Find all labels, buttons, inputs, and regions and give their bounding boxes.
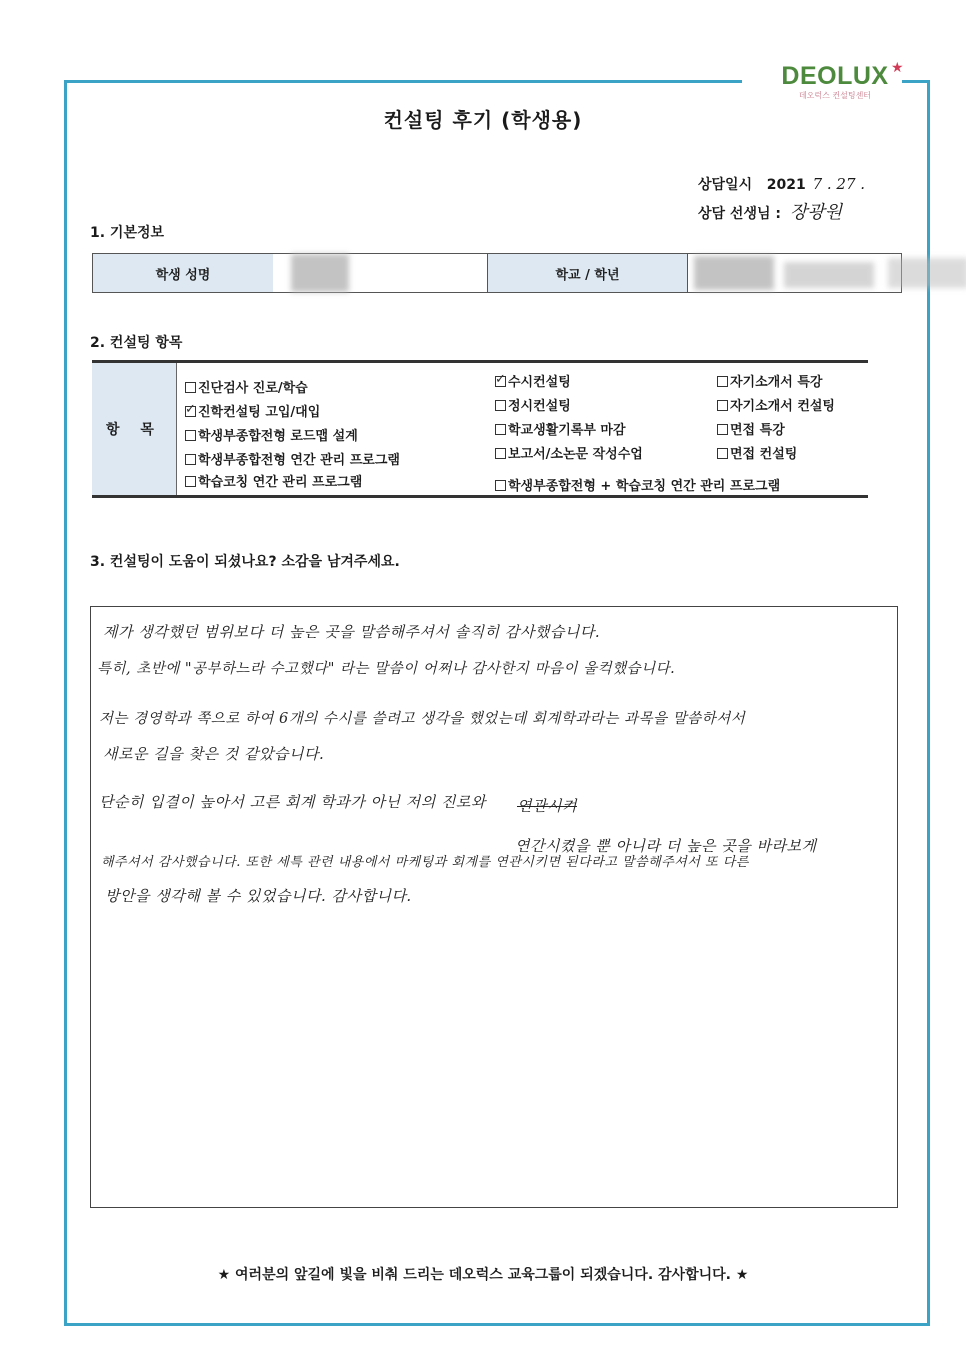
option-regular-admission[interactable]: 정시컨설팅 [495,395,571,414]
teacher-handwritten: 장광원 [789,202,843,223]
student-name-label: 학생 성명 [93,254,273,292]
review-line: 연간시켰을 뿐 아니라 더 높은 곳을 바라보게 [515,837,817,855]
option-diagnosis[interactable]: 진단검사 진로/학습 [185,377,308,396]
checkbox-icon[interactable] [185,382,196,393]
student-name-value [273,254,488,292]
items-row-label: 항 목 [92,363,176,495]
redacted-school-2 [784,262,874,288]
checkbox-icon[interactable] [717,376,728,387]
deolux-logo [760,62,910,101]
date-handwritten: 7 . 27 . [812,175,866,193]
items-options [176,363,868,495]
option-roadmap[interactable]: 학생부종합전형 로드맵 설계 [185,425,358,444]
logo-text: DEOLUX [781,62,889,90]
option-early-admission[interactable]: ✓수시컨설팅 [495,371,571,390]
review-line: 단순히 입결이 높아서 고른 회계 학과가 아닌 저의 진로와 [99,793,486,811]
checkbox-icon[interactable] [185,430,196,441]
checkbox-icon[interactable] [717,424,728,435]
section2-title: 2. 컨설팅 항목 [90,335,183,351]
checkbox-icon[interactable] [495,448,506,459]
redacted-grade [888,258,966,288]
checkbox-icon[interactable] [495,400,506,411]
checkbox-icon[interactable] [185,476,196,487]
review-comment-box[interactable] [90,606,898,1208]
checkbox-icon[interactable] [495,480,506,491]
option-interview-lecture[interactable]: 면접 특강 [717,419,785,438]
review-line: 제가 생각했던 범위보다 더 높은 곳을 말씀해주셔서 솔직히 감사했습니다. [103,623,601,641]
checkbox-checked-icon[interactable] [185,406,196,417]
date-label: 상담일시 [698,177,753,193]
option-study-coaching[interactable]: 학습코칭 연간 관리 프로그램 [185,471,362,490]
option-annual-program[interactable]: 학생부종합전형 연간 관리 프로그램 [185,449,400,468]
school-grade-label: 학교 / 학년 [488,254,688,292]
logo-star-icon: ★ [891,60,904,76]
option-school-record[interactable]: 학교생활기록부 마감 [495,419,626,438]
review-line-struck: 연관시켜 [517,797,577,815]
checkbox-icon[interactable] [185,454,196,465]
consult-date [698,174,865,194]
logo-subtitle: 데오럭스 컨설팅센터 [798,91,872,100]
footer-message: ★ 여러분의 앞길에 빛을 비춰 드리는 데오럭스 교육그룹이 되겠습니다. 감사합니다. ★ [217,1267,749,1283]
checkbox-checked-icon[interactable] [495,376,506,387]
option-interview-consulting[interactable]: 면접 컨설팅 [717,443,797,462]
document-title: 컨설팅 후기 (학생용) [383,108,583,132]
review-line: 해주셔서 감사했습니다. 또한 세특 관련 내용에서 마케팅과 회계를 연관시키면 된다라고 말씀해주셔서 또 다른 [101,855,749,870]
option-essay-lecture[interactable]: 자기소개서 특강 [717,371,822,390]
checkbox-icon[interactable] [717,400,728,411]
basic-info-table [92,253,902,293]
section3-title: 3. 컨설팅이 도움이 되셨나요? 소감을 남겨주세요. [90,554,400,570]
redacted-name [291,254,349,292]
review-line: 특히, 초반에 "공부하느라 수고했다" 라는 말씀이 어쩌나 감사한지 마음이 울컥했습니다. [97,661,676,677]
checkbox-icon[interactable] [495,424,506,435]
option-report-class[interactable]: 보고서/소논문 작성수업 [495,443,643,462]
review-line: 새로운 길을 찾은 것 같았습니다. [103,745,325,763]
section1-title: 1. 기본정보 [90,225,165,241]
option-combined-program[interactable]: 학생부종합전형 + 학습코칭 연간 관리 프로그램 [495,475,780,494]
redacted-school [694,256,774,290]
consult-teacher [698,198,842,224]
option-essay-consulting[interactable]: 자기소개서 컨설팅 [717,395,835,414]
checkbox-icon[interactable] [717,448,728,459]
review-line: 방안을 생각해 볼 수 있었습니다. 감사합니다. [105,887,412,905]
review-line: 저는 경영학과 쪽으로 하여 6개의 수시를 쓸려고 생각을 했었는데 회계학과라는 과목을 말씀하셔서 [99,711,746,727]
school-grade-value [688,254,901,292]
date-year: 2021 [766,177,806,193]
teacher-label: 상담 선생님 : [698,206,781,222]
option-admission-consulting[interactable]: ✓진학컨설팅 고입/대입 [185,401,320,420]
consulting-items-table [92,360,868,498]
